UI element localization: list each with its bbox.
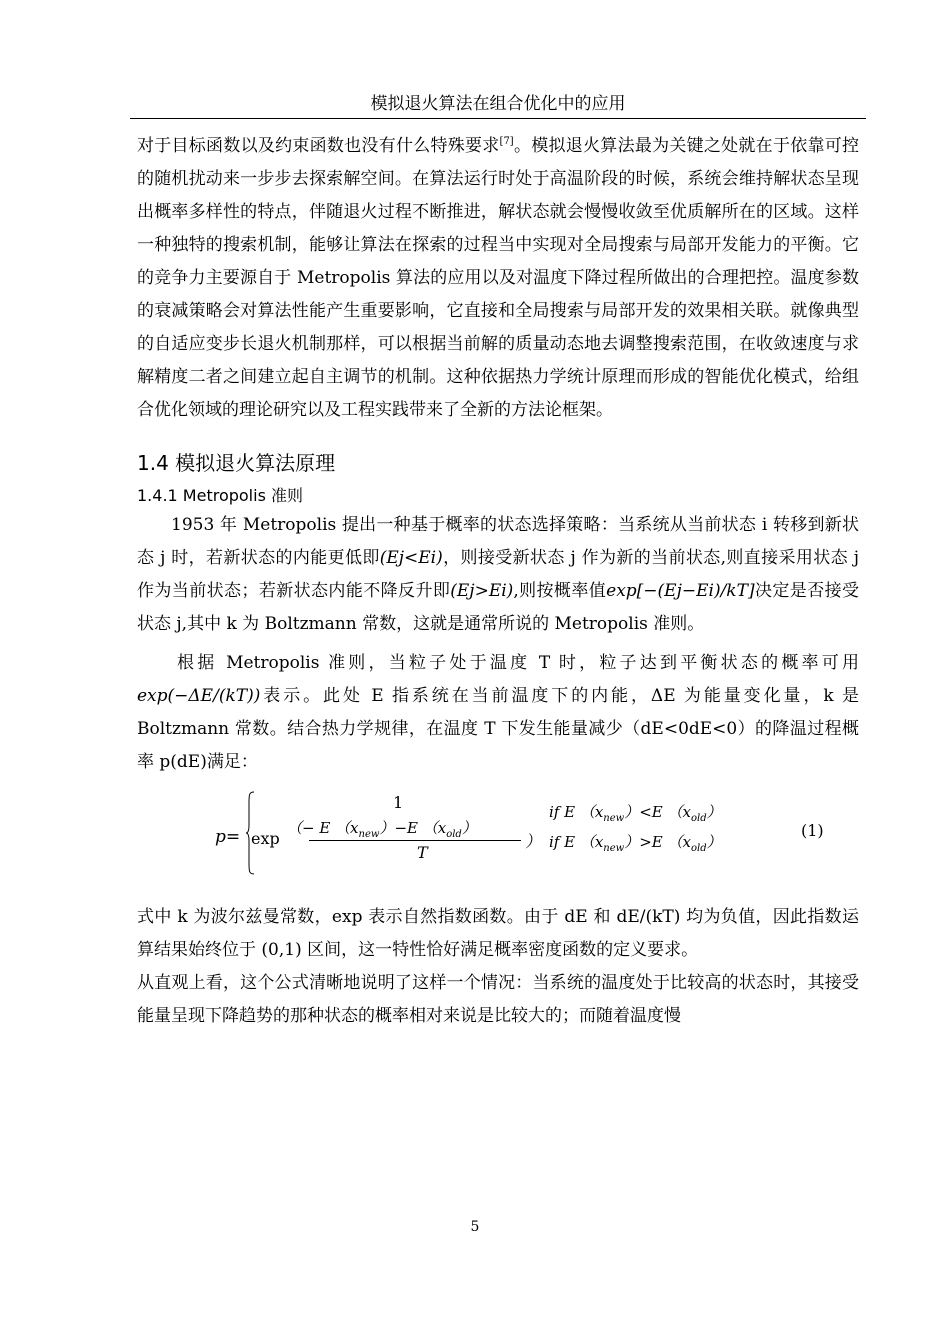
- equation-exp-label: exp: [251, 829, 280, 848]
- math-inline: exp(−ΔE/(kT)): [137, 686, 261, 706]
- paragraph-boltzmann: 式中 k 为波尔兹曼常数，exp 表示自然指数函数。由于 dE 和 dE/(kT) 均为负值，因此指数运算结果始终位于 (0,1) 区间，这一特性恰好满足概率密度函数的定义要求。: [137, 907, 859, 960]
- equation-denominator: T: [417, 843, 428, 862]
- equation-condition-2: if E $(x_{new})>E$ $(x_{old})$: [549, 833, 722, 854]
- equation-lhs: p=: [215, 827, 241, 847]
- text-run: ,则按概率值: [513, 581, 607, 601]
- text-run: 。模拟退火算法最为关键之处就在于依靠可控的随机扰动来一步步去探索解空间。在算法运行时处于高温阶段的时候，系统会维持解状态呈现出概率多样性的特点，伴随退火过程不断推进，解状态就会慢慢收敛至优质解所在的区域。这样一种独特的搜索机制，能够让算法在探索的过程当中实现对全局搜索与局部开发能力的平衡。它的竞争力主要源自于 Metropolis 算法的应用以及对温度下降过程所做出的合理把控。温度参数的衰减策略会对算法性能产生重要影响，它直接和全局搜索与局部开发的效果相关联。就像典型的自适应变步长退火机制那样，可以根据当前解的质量动态地去调整搜索范围，在收敛速度与求解精度二者之间建立起自主调节的机制。这种依据热力学统计原理而形成的智能优化模式，给组合优化领域的理论研究以及工程实践带来了全新的方法论框架。: [137, 136, 859, 420]
- paragraph-intro: [137, 130, 859, 427]
- math-inline: (Ej>Ei): [450, 581, 514, 601]
- equation-close-paren: ）: [525, 832, 542, 851]
- math-inline: exp[−(Ej−Ei)/kT]: [606, 581, 755, 601]
- math-inline: (Ej<Ei): [379, 548, 443, 568]
- paragraph-probability: [137, 647, 859, 779]
- page-body: [137, 130, 859, 1033]
- page-number: 5: [470, 1219, 480, 1235]
- text-run: 根据 Metropolis 准则，当粒子处于温度 T 时，粒子达到平衡状态的概率可用: [177, 653, 859, 673]
- equation-numerator: （− E $(x_{new})-E$ $(x_{old})$: [287, 819, 477, 840]
- text-run: 决定是否接受状态 j,其中 k 为 Boltzmann 常数，这就是通常所说的 Metropolis 准则。: [137, 581, 860, 634]
- text-run: ，则接受新状态 j 作为新的当前状态,则直接采用状态 j 作为当前状态；若新状态内能不降反升即: [137, 548, 860, 601]
- subsection-heading: 1.4.1 Metropolis 准则: [137, 486, 303, 505]
- paragraph-intuition: 从直观上看，这个公式清晰地说明了这样一个情况：当系统的温度处于比较高的状态时，其接受能量呈现下降趋势的那种状态的概率相对来说是比较大的；而随着温度慢: [137, 973, 859, 1026]
- text-run: 表示。此处 E 指系统在当前温度下的内能，ΔE 为能量变化量，k 是 Boltzmann 常数。结合热力学规律，在温度 T 下发生能量减少（dE<0dE<0）的降温过程概率 p(dE)满足：: [137, 686, 859, 772]
- fraction-bar: [309, 840, 521, 841]
- section-heading: 1.4 模拟退火算法原理: [137, 451, 336, 475]
- paragraph-metropolis: [137, 509, 859, 641]
- equation-number: (1): [801, 821, 824, 840]
- text-run: 1953 年 Metropolis 提出一种基于概率的状态选择策略：当系统从当前状态 i 转移到新状态 j 时，若新状态的内能更低即: [137, 515, 859, 568]
- text-run: 对于目标函数以及约束函数也没有什么特殊要求: [137, 136, 500, 156]
- equation-case1-value: 1: [393, 793, 404, 812]
- running-header: 模拟退火算法在组合优化中的应用: [130, 92, 866, 119]
- equation-1: [137, 787, 859, 891]
- equation-condition-1: if E $(x_{new})<E$ $(x_{old})$: [549, 803, 722, 824]
- citation-ref[interactable]: [7]: [499, 136, 514, 147]
